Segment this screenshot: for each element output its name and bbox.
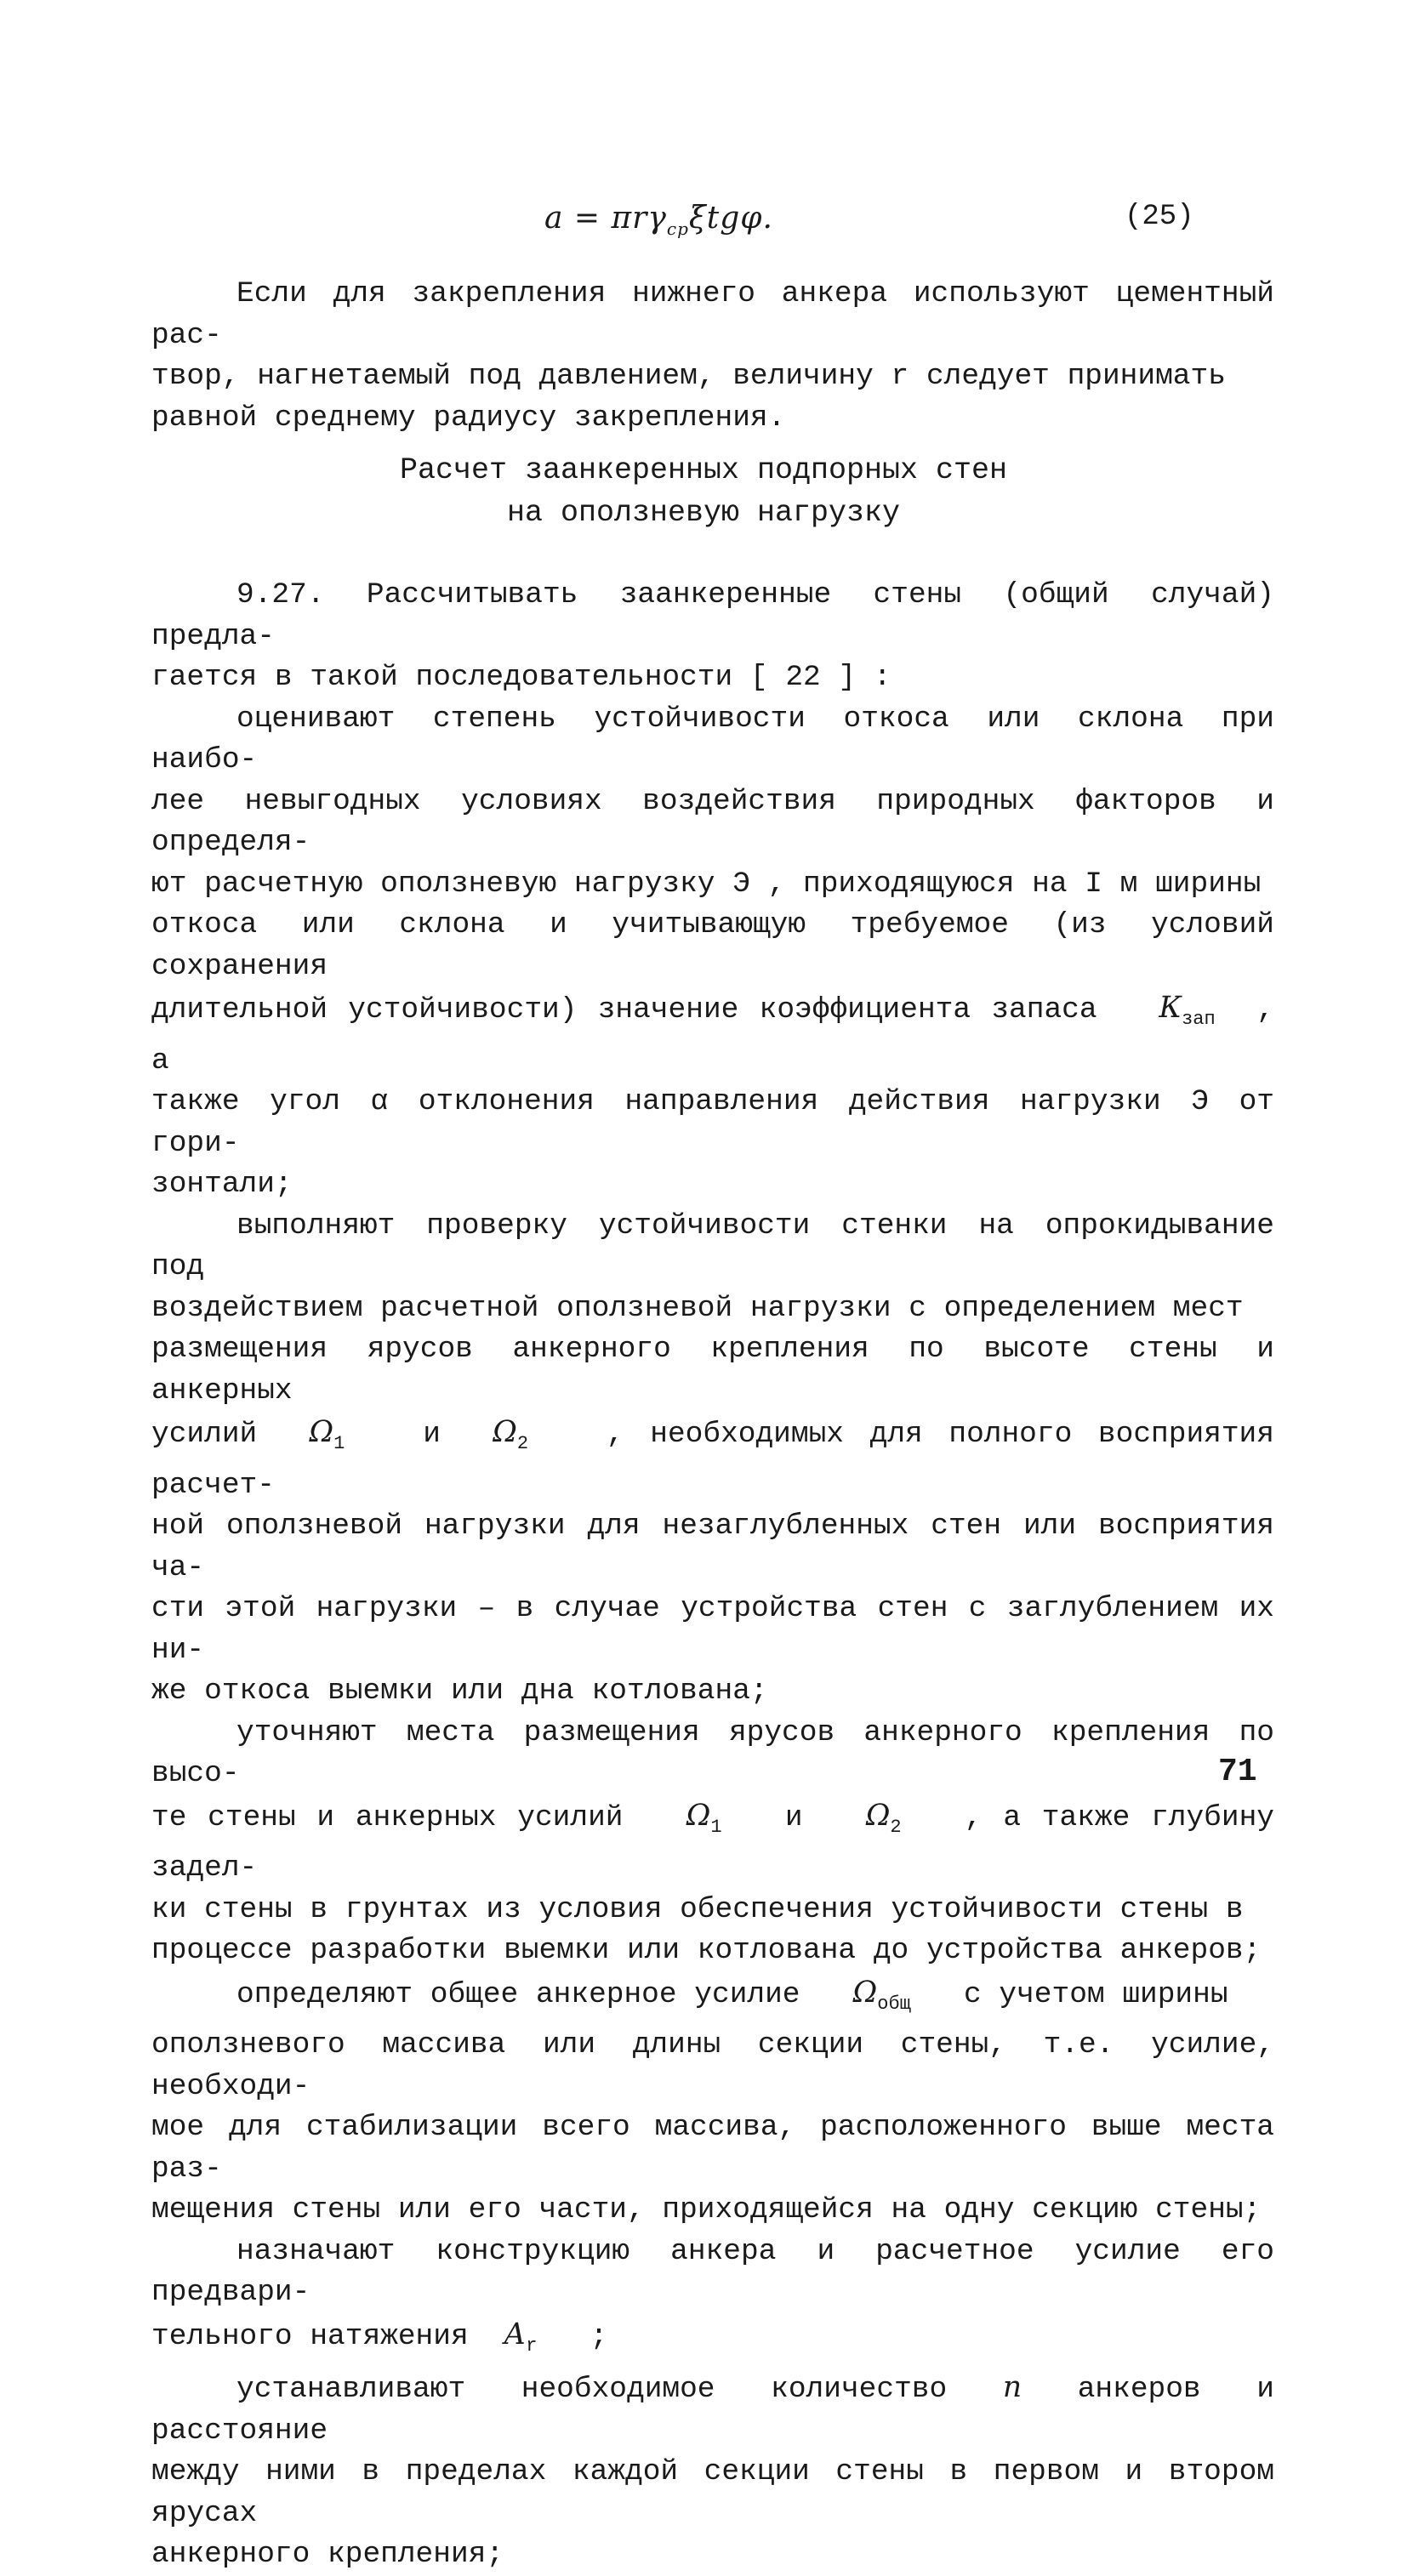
clause-intro-line: гается в такой последовательности [ 22 ] : (151, 661, 891, 694)
formula-25 (0, 197, 1407, 248)
anchor-count-symbol: n (1002, 2370, 1022, 2404)
text-line: равной среднему радиусу закрепления. (151, 401, 786, 435)
list-item-line: процессе разработки выемки или котлована до устройства анкеров; (151, 1934, 1262, 1967)
anchor-force-symbol: Ω (686, 1798, 711, 1833)
list-item-line: мещения стены или его части, приходящейся на одну секцию стены; (151, 2193, 1262, 2226)
list-item-line: анкерного крепления; (151, 2538, 504, 2571)
list-item-line: зонтали; (151, 1168, 293, 1201)
list-item-line: устанавливают необходимое количество n анкеров и расстояние (151, 2370, 1274, 2448)
list-item-line: те стены и анкерных усилий $\Omega_1$ и $\Omega_2$ , а также глубину задел- (151, 1798, 1274, 1885)
list-item-line: ки стены в грунтах из условия обеспечения устойчивости стены в (151, 1892, 1244, 1926)
list-item-line: уточняют места размещения ярусов анкерного крепления по высо- (151, 1715, 1274, 1790)
list-item-line: между ними в пределах каждой секции стены в первом и втором ярусах (151, 2455, 1274, 2530)
list-item-line: размещения ярусов анкерного крепления по высоте стены и анкерных (151, 1333, 1274, 1407)
heading-line-2: на оползневую нагрузку (506, 496, 901, 530)
list-item-line: откоса или склона и учитывающую требуемое (из условий сохранения (151, 908, 1274, 983)
list-item-line: оползневого массива или длины секции стены, т.е. усилие, необходи- (151, 2028, 1274, 2103)
section-heading (0, 449, 1407, 534)
paragraph-anchor-grout (151, 274, 1274, 439)
list-item-line: выполняют проверку устойчивости стенки на опрокидывание под (151, 1208, 1274, 1283)
formula-expression: a = πrγ$_{ср}$ξtgφ. (544, 201, 773, 240)
anchor-force-symbol: Ω (493, 1415, 517, 1449)
list-item-line: также угол α отклонения направления действия нагрузки Э от гори- (151, 1085, 1274, 1160)
anchor-force-symbol: Ω (865, 1798, 891, 1833)
list-item-line: усилий $\Omega_1$ и $\Omega_2$ , необходимых для полного восприятия расчет- (151, 1415, 1274, 1502)
total-anchor-force-symbol: Ω (852, 1975, 878, 2010)
list-item-line: длительной устойчивости) значение коэффициента запаса $К_{зап}$ , а (151, 991, 1274, 1078)
list-item-line: определяют общее анкерное усилие $\Omega_{общ}$ с учетом ширины (236, 1975, 1228, 2015)
safety-factor-symbol: К (1159, 991, 1182, 1025)
clause-intro-line: 9.27. Рассчитывать заанкеренные стены (общий случай) предла- (151, 578, 1274, 653)
pretension-force-symbol: А (504, 2317, 527, 2351)
list-item-line: воздействием расчетной оползневой нагрузки с определением мест (151, 1291, 1244, 1325)
list-item-line: же откоса выемки или дна котлована; (151, 1675, 768, 1708)
list-item-line: мое для стабилизации всего массива, расположенного выше места раз- (151, 2111, 1274, 2186)
list-item-line: тельного натяжения $А_r$ ; (151, 2317, 608, 2357)
text-line: твор, нагнетаемый под давлением, величину r следует принимать (151, 360, 1226, 393)
page-number: 71 (1218, 1754, 1257, 1790)
anchor-force-symbol: Ω (309, 1415, 334, 1449)
list-item-line: назначают конструкцию анкера и расчетное усилие его предвари- (151, 2234, 1274, 2309)
formula-number: (25) (1125, 201, 1194, 233)
list-item-line: ют расчетную оползневую нагрузку Э , приходящуюся на I м ширины (151, 867, 1262, 901)
list-item-line: лее невыгодных условиях воздействия природных факторов и определя- (151, 784, 1274, 859)
clause-9-27 (151, 575, 1274, 2576)
list-item-line: сти этой нагрузки – в случае устройства стен с заглублением их ни- (151, 1592, 1274, 1667)
list-item-line: ной оползневой нагрузки для незаглубленных стен или восприятия ча- (151, 1510, 1274, 1584)
text-line: Если для закрепления нижнего анкера используют цементный рас- (151, 277, 1274, 352)
list-item-line: оценивают степень устойчивости откоса или склона при наибо- (151, 702, 1274, 776)
heading-line-1: Расчет заанкеренных подпорных стен (399, 453, 1008, 487)
